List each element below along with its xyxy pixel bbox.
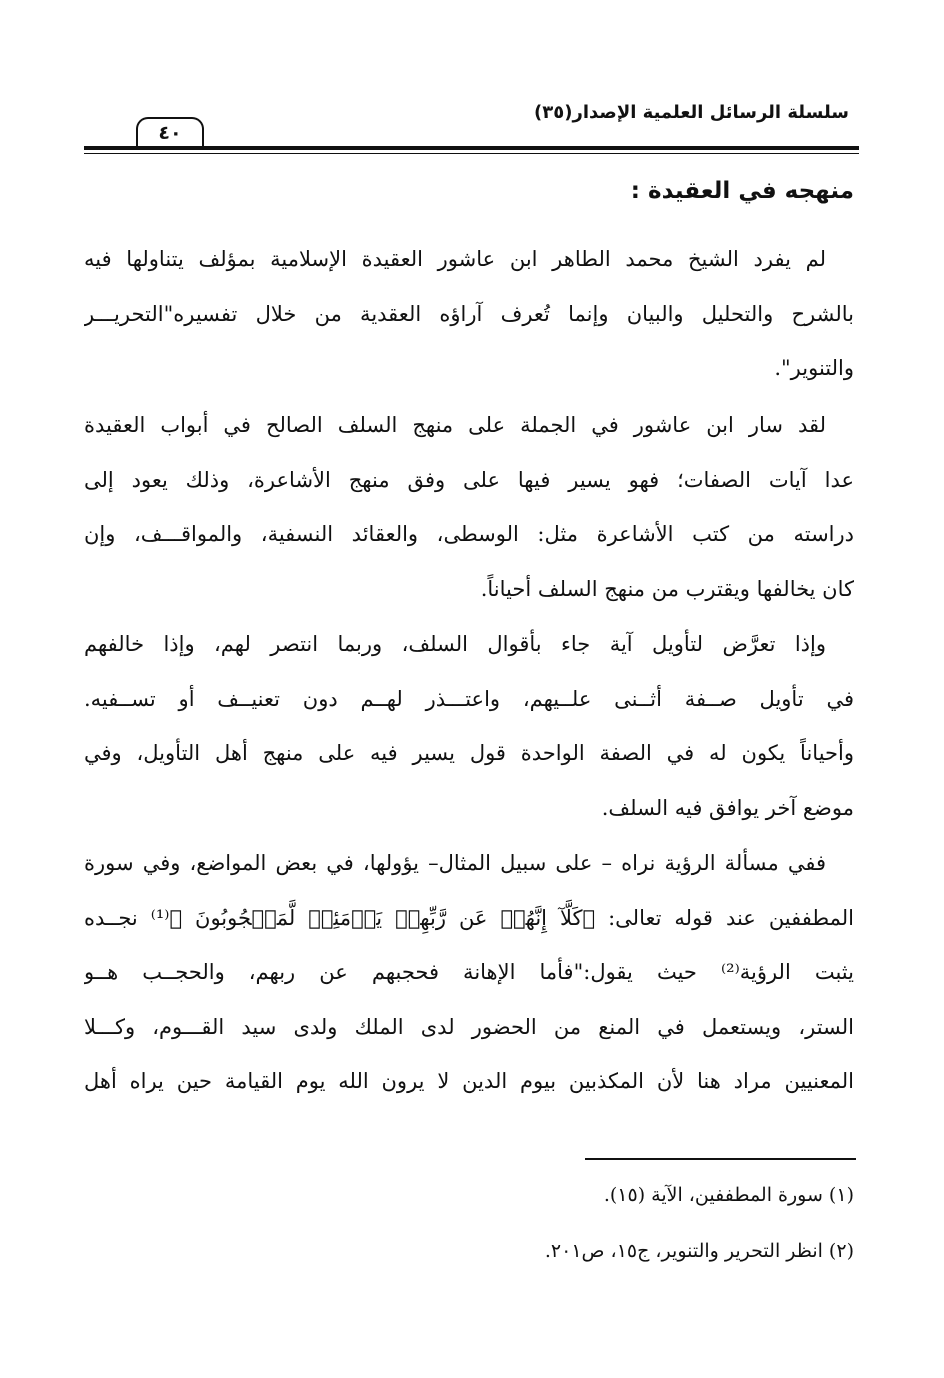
- page-number-tab: [136, 117, 204, 147]
- footnote-separator: [585, 1158, 856, 1160]
- text-line: لم يفرد الشيخ محمد الطاهر ابن عاشور العقيدة الإسلامية بمؤلف يتناولها فيه: [84, 247, 826, 271]
- text-line: موضع آخر يوافق فيه السلف.: [601, 795, 854, 820]
- text-line: الستر، ويستعمل في المنع من الحضور لدى الملك ولدى سيد القـــوم، وكـــلا: [84, 1014, 854, 1039]
- paragraph-3: [84, 617, 854, 835]
- text-line: وأحياناً يكون له في الصفة الواحدة قول يسير فيه على منهج أهل التأويل، وفي: [84, 741, 854, 765]
- text-line: بالشرح والتحليل والبيان وإنما تُعرف آراؤه العقدية من خلال تفسيره"التحريـــر: [84, 301, 854, 326]
- header-rule-thin: [84, 153, 859, 154]
- text-line: والتنوير".: [774, 356, 854, 380]
- text-line: لقد سار ابن عاشور في الجملة على منهج السلف الصالح في أبواب العقيدة: [84, 413, 826, 437]
- text-line: ففي مسألة الرؤية نراه – على سبيل المثال– يؤولها، في بعض المواضع، وفي سورة: [84, 851, 826, 875]
- text-line: عدا آيات الصفات؛ فهو يسير فيها على وفق منهج الأشاعرة، وذلك يعود إلى: [84, 467, 854, 492]
- text-line: يثبت الرؤية⁽²⁾ حيث يقول:"فأما الإهانة فحجبهم عن ربهم، والحجــب هــو: [84, 960, 854, 984]
- header-rule-thick: [84, 146, 859, 150]
- paragraph-2: [84, 398, 854, 616]
- footnotes: [545, 1178, 854, 1290]
- page-number: ٤٠: [158, 122, 182, 144]
- section-heading: منهجه في العقيدة :: [630, 178, 854, 204]
- running-header-title: سلسلة الرسائل العلمية الإصدار(٣٥): [534, 102, 849, 123]
- text-line: كان يخالفها ويقترب من منهج السلف أحياناً.: [480, 576, 854, 601]
- text-line: في تأويل صــفة أثــنى علــيهم، واعتـــذر لهــم دون تعنيــف أو تســفيه.: [84, 686, 854, 711]
- paragraph-4: [84, 836, 854, 1109]
- paragraph-1: [84, 232, 854, 396]
- text-line-quran-verse: المطففين عند قوله تعالى: ﴿كَلَّآ إِنَّهُمۡ عَن رَّبِّهِمۡ يَوۡمَئِذٖ لَّمَحۡجُوبُونَ ﴾⁽¹⁾ نجــده: [84, 905, 854, 930]
- footnote-1: (١) سورة المطففين، الآية (١٥).: [603, 1184, 854, 1206]
- text-line: وإذا تعرَّض لتأويل آية جاء بأقوال السلف، وربما انتصر لهم، وإذا خالفهم: [84, 632, 826, 656]
- footnote-2: (٢) انظر التحرير والتنوير، ج١٥، ص٢٠١.: [544, 1240, 854, 1262]
- text-line: دراسته من كتب الأشاعرة مثل: الوسطى، والعقائد النسفية، والمواقـــف، وإن: [84, 522, 854, 546]
- text-line: المعنيين مراد هنا لأن المكذبين بيوم الدين لا يرون الله يوم القيامة حين يراه أهل: [84, 1069, 854, 1093]
